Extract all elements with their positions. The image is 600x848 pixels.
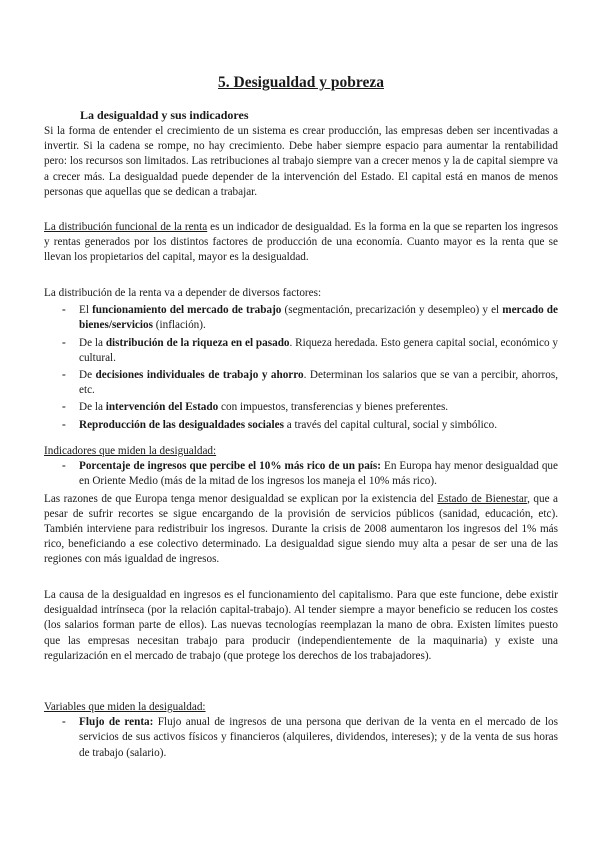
variables-heading: Variables que miden la desigualdad: xyxy=(44,701,206,713)
factors-intro: La distribución de la renta va a depender de diversos factores: xyxy=(44,287,322,299)
list-item: - De decisiones individuales de trabajo y ahorro. Determinan los salarios que se van a percibir, ahorros, etc. xyxy=(44,368,558,398)
list-item: - Porcentaje de ingresos que percibe el 10% más rico de un país: En Europa hay menor desigualdad que en Oriente Medio (más de la mitad de los ingresos los maneja el 10% más rico). xyxy=(44,459,558,489)
indicators-list xyxy=(44,459,558,489)
list-item: - Flujo de renta: Flujo anual de ingresos de una persona que derivan de la venta en el mercado de los servicios de sus activos físicos y financieros (alquileres, dividendos, intereses); y de la venta de sus horas de trabajo (salario). xyxy=(44,715,558,761)
paragraph-text: La causa de la desigualdad en ingresos es el funcionamiento del capitalismo. Para que este funcione, debe existir desigualdad intrínseca (por la relación capital-trabajo). Al tender siempre a mayor beneficio se reducen los costes (los salarios forman parte de ellos). Las nuevas tecnologías reemplazan la mano de obra. Existen límites puesto que las empresas necesitan trabajo para producir (independientemente de la maquinaria) y existe una regularización en el mercado de trabajo (que protege los derechos de los trabajadores). xyxy=(44,589,558,662)
paragraph-functional-distribution xyxy=(44,220,558,266)
factors-block xyxy=(44,286,558,435)
factors-list xyxy=(44,303,558,433)
list-item: - De la distribución de la riqueza en el pasado. Riqueza heredada. Esto genera capital social, económico y cultural. xyxy=(44,336,558,366)
section-subheading: La desigualdad y sus indicadores xyxy=(80,108,249,122)
variables-block xyxy=(44,700,558,763)
paragraph-text: Si la forma de entender el crecimiento de un sistema es crear producción, las empresas deben ser incentivadas a invertir. Si la cadena se rompe, no hay crecimiento. Debe haber siempre espacio para aumentar la rentabilidad pero: los recursos son limitados. Las retribuciones al trabajo siempre van a crecer menos y la de capital siempre va a crecer más. La desigualdad puede depender de la intervención del Estado. El capital está en manos de menos personas que aquellas que se dedican a trabajar. xyxy=(44,125,558,198)
page-title: 5. Desigualdad y pobreza xyxy=(218,74,384,91)
indicators-block xyxy=(44,444,558,568)
list-item: - El funcionamiento del mercado de trabajo (segmentación, precarización y desempleo) y el mercado de bienes/servicios (inflación). xyxy=(44,303,558,333)
variables-list xyxy=(44,715,558,761)
list-item: - Reproducción de las desigualdades sociales a través del capital cultural, social y simbólico. xyxy=(44,418,558,433)
indicators-heading: Indicadores que miden la desigualdad: xyxy=(44,445,217,457)
paragraph-welfare-state: Las razones de que Europa tenga menor desigualdad se explican por la existencia del Estado de Bienestar, que a pesar de sufrir recortes se sigue encargando de la provisión de servicios públicos (sanidad, educación, etc). También interviene para redistribuir los ingresos. Durante la crisis de 2008 aumentaron los ingresos del 1% más rico, beneficiando a ese colectivo determinado. La desigualdad sigue siendo muy alta a pesar de ser una de las regiones con más igualdad de ingresos. xyxy=(44,492,559,566)
paragraph-capitalism xyxy=(44,588,558,664)
term-welfare-state: Estado de Bienestar xyxy=(437,492,528,505)
term-functional-distribution: La distribución funcional de la renta xyxy=(44,221,208,233)
paragraph-growth xyxy=(44,124,558,200)
paragraph-text: es un indicador de desigualdad. Es la forma en la que se reparten los ingresos y rentas generados por los distintos factores de producción de una economía. Cuanto mayor es la renta que se llevan los propietarios del capital, mayor es la desigualdad. xyxy=(44,221,558,264)
list-item: - De la intervención del Estado con impuestos, transferencias y bienes preferentes. xyxy=(44,400,558,415)
